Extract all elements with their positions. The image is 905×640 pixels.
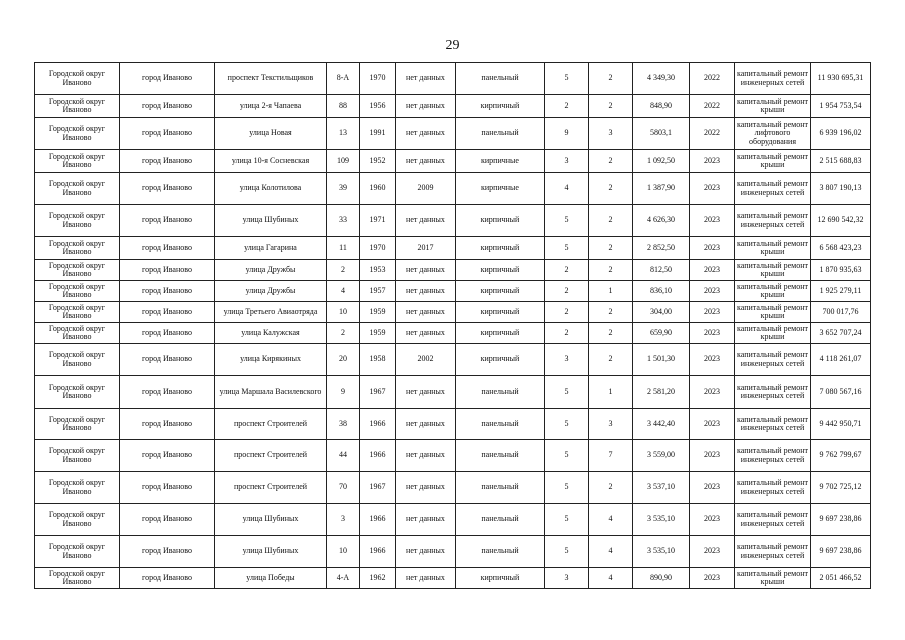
table-row — [35, 376, 871, 409]
table-row — [35, 323, 871, 344]
area-cell: 2 581,20 — [633, 376, 690, 409]
district-cell: Городской округ Иваново — [35, 536, 120, 568]
house-number-cell: 9 — [327, 376, 360, 409]
work-type-cell: капитальный ремонт инженерных сетей — [735, 536, 811, 568]
plan-year-cell: 2023 — [690, 376, 735, 409]
street-cell: улица Шубиных — [215, 536, 327, 568]
cost-cell: 3 652 707,24 — [811, 323, 871, 344]
wall-material-cell: панельный — [456, 504, 545, 536]
plan-year-cell: 2023 — [690, 409, 735, 440]
work-type-cell: капитальный ремонт крыши — [735, 260, 811, 281]
table-body — [35, 63, 871, 589]
city-cell: город Иваново — [120, 568, 215, 589]
cost-cell: 7 080 567,16 — [811, 376, 871, 409]
house-number-cell: 4-А — [327, 568, 360, 589]
overhaul-year-cell: нет данных — [396, 568, 456, 589]
wall-material-cell: панельный — [456, 472, 545, 504]
city-cell: город Иваново — [120, 536, 215, 568]
area-cell: 3 559,00 — [633, 440, 690, 472]
street-cell: улица 10-я Сосневская — [215, 150, 327, 173]
work-type-cell: капитальный ремонт крыши — [735, 95, 811, 118]
entrances-cell: 2 — [589, 150, 633, 173]
city-cell: город Иваново — [120, 205, 215, 237]
house-number-cell: 8-А — [327, 63, 360, 95]
build-year-cell: 1970 — [360, 63, 396, 95]
work-type-cell: капитальный ремонт крыши — [735, 302, 811, 323]
table-row — [35, 118, 871, 150]
table-row — [35, 344, 871, 376]
house-number-cell: 10 — [327, 536, 360, 568]
street-cell: проспект Строителей — [215, 409, 327, 440]
build-year-cell: 1958 — [360, 344, 396, 376]
district-cell: Городской округ Иваново — [35, 376, 120, 409]
district-cell: Городской округ Иваново — [35, 95, 120, 118]
overhaul-year-cell: нет данных — [396, 281, 456, 302]
build-year-cell: 1959 — [360, 302, 396, 323]
city-cell: город Иваново — [120, 504, 215, 536]
floors-cell: 5 — [545, 504, 589, 536]
table-row — [35, 260, 871, 281]
floors-cell: 5 — [545, 440, 589, 472]
build-year-cell: 1967 — [360, 376, 396, 409]
area-cell: 1 092,50 — [633, 150, 690, 173]
cost-cell: 3 807 190,13 — [811, 173, 871, 205]
city-cell: город Иваново — [120, 150, 215, 173]
table-row — [35, 568, 871, 589]
floors-cell: 5 — [545, 472, 589, 504]
page-number: 29 — [445, 38, 460, 53]
street-cell: улица Гагарина — [215, 237, 327, 260]
area-cell: 2 852,50 — [633, 237, 690, 260]
area-cell: 1 501,30 — [633, 344, 690, 376]
district-cell: Городской округ Иваново — [35, 302, 120, 323]
house-number-cell: 39 — [327, 173, 360, 205]
entrances-cell: 2 — [589, 63, 633, 95]
build-year-cell: 1966 — [360, 536, 396, 568]
wall-material-cell: панельный — [456, 118, 545, 150]
house-number-cell: 70 — [327, 472, 360, 504]
wall-material-cell: кирпичные — [456, 150, 545, 173]
floors-cell: 2 — [545, 95, 589, 118]
city-cell: город Иваново — [120, 323, 215, 344]
entrances-cell: 1 — [589, 376, 633, 409]
street-cell: улица Маршала Василевского — [215, 376, 327, 409]
city-cell: город Иваново — [120, 260, 215, 281]
wall-material-cell: кирпичный — [456, 568, 545, 589]
plan-year-cell: 2023 — [690, 323, 735, 344]
street-cell: улица Дружбы — [215, 260, 327, 281]
cost-cell: 6 568 423,23 — [811, 237, 871, 260]
table-row — [35, 409, 871, 440]
area-cell: 304,00 — [633, 302, 690, 323]
street-cell: улица Калужская — [215, 323, 327, 344]
table-row — [35, 302, 871, 323]
city-cell: город Иваново — [120, 118, 215, 150]
district-cell: Городской округ Иваново — [35, 173, 120, 205]
street-cell: проспект Текстильщиков — [215, 63, 327, 95]
house-number-cell: 13 — [327, 118, 360, 150]
entrances-cell: 1 — [589, 281, 633, 302]
wall-material-cell: кирпичный — [456, 205, 545, 237]
floors-cell: 3 — [545, 568, 589, 589]
city-cell: город Иваново — [120, 237, 215, 260]
city-cell: город Иваново — [120, 95, 215, 118]
area-cell: 3 537,10 — [633, 472, 690, 504]
district-cell: Городской округ Иваново — [35, 260, 120, 281]
overhaul-year-cell: нет данных — [396, 118, 456, 150]
district-cell: Городской округ Иваново — [35, 440, 120, 472]
area-cell: 4 626,30 — [633, 205, 690, 237]
work-type-cell: капитальный ремонт инженерных сетей — [735, 504, 811, 536]
wall-material-cell: панельный — [456, 536, 545, 568]
work-type-cell: капитальный ремонт крыши — [735, 237, 811, 260]
plan-year-cell: 2023 — [690, 568, 735, 589]
build-year-cell: 1967 — [360, 472, 396, 504]
table-row — [35, 63, 871, 95]
house-number-cell: 38 — [327, 409, 360, 440]
wall-material-cell: кирпичные — [456, 173, 545, 205]
floors-cell: 5 — [545, 536, 589, 568]
build-year-cell: 1966 — [360, 440, 396, 472]
wall-material-cell: кирпичный — [456, 344, 545, 376]
area-cell: 848,90 — [633, 95, 690, 118]
work-type-cell: капитальный ремонт крыши — [735, 568, 811, 589]
work-type-cell: капитальный ремонт инженерных сетей — [735, 472, 811, 504]
district-cell: Городской округ Иваново — [35, 150, 120, 173]
cost-cell: 9 762 799,67 — [811, 440, 871, 472]
cost-cell: 4 118 261,07 — [811, 344, 871, 376]
table-row — [35, 472, 871, 504]
work-type-cell: капитальный ремонт инженерных сетей — [735, 440, 811, 472]
table-row — [35, 440, 871, 472]
plan-year-cell: 2023 — [690, 173, 735, 205]
overhaul-year-cell: нет данных — [396, 260, 456, 281]
overhaul-year-cell: нет данных — [396, 205, 456, 237]
wall-material-cell: кирпичный — [456, 281, 545, 302]
work-type-cell: капитальный ремонт инженерных сетей — [735, 376, 811, 409]
cost-cell: 9 442 950,71 — [811, 409, 871, 440]
entrances-cell: 4 — [589, 504, 633, 536]
plan-year-cell: 2023 — [690, 344, 735, 376]
overhaul-year-cell: нет данных — [396, 376, 456, 409]
work-type-cell: капитальный ремонт инженерных сетей — [735, 63, 811, 95]
plan-year-cell: 2023 — [690, 472, 735, 504]
build-year-cell: 1960 — [360, 173, 396, 205]
overhaul-year-cell: нет данных — [396, 302, 456, 323]
cost-cell: 700 017,76 — [811, 302, 871, 323]
plan-year-cell: 2023 — [690, 150, 735, 173]
district-cell: Городской округ Иваново — [35, 63, 120, 95]
street-cell: улица Победы — [215, 568, 327, 589]
table-row — [35, 95, 871, 118]
area-cell: 4 349,30 — [633, 63, 690, 95]
build-year-cell: 1970 — [360, 237, 396, 260]
plan-year-cell: 2022 — [690, 95, 735, 118]
entrances-cell: 2 — [589, 237, 633, 260]
house-number-cell: 2 — [327, 260, 360, 281]
work-type-cell: капитальный ремонт инженерных сетей — [735, 205, 811, 237]
street-cell: улица Шубиных — [215, 504, 327, 536]
cost-cell: 9 697 238,86 — [811, 504, 871, 536]
build-year-cell: 1953 — [360, 260, 396, 281]
house-number-cell: 3 — [327, 504, 360, 536]
build-year-cell: 1956 — [360, 95, 396, 118]
district-cell: Городской округ Иваново — [35, 504, 120, 536]
build-year-cell: 1957 — [360, 281, 396, 302]
street-cell: улица Третьего Авиаотряда — [215, 302, 327, 323]
overhaul-year-cell: нет данных — [396, 472, 456, 504]
cost-cell: 1 954 753,54 — [811, 95, 871, 118]
street-cell: улица Кирякиных — [215, 344, 327, 376]
district-cell: Городской округ Иваново — [35, 409, 120, 440]
wall-material-cell: панельный — [456, 376, 545, 409]
plan-year-cell: 2023 — [690, 205, 735, 237]
district-cell: Городской округ Иваново — [35, 237, 120, 260]
floors-cell: 9 — [545, 118, 589, 150]
area-cell: 5803,1 — [633, 118, 690, 150]
area-cell: 836,10 — [633, 281, 690, 302]
district-cell: Городской округ Иваново — [35, 118, 120, 150]
area-cell: 3 442,40 — [633, 409, 690, 440]
street-cell: улица Колотилова — [215, 173, 327, 205]
floors-cell: 5 — [545, 237, 589, 260]
overhaul-year-cell: нет данных — [396, 504, 456, 536]
table-row — [35, 237, 871, 260]
floors-cell: 2 — [545, 281, 589, 302]
house-number-cell: 20 — [327, 344, 360, 376]
work-type-cell: капитальный ремонт крыши — [735, 323, 811, 344]
area-cell: 812,50 — [633, 260, 690, 281]
house-number-cell: 2 — [327, 323, 360, 344]
house-number-cell: 11 — [327, 237, 360, 260]
area-cell: 659,90 — [633, 323, 690, 344]
street-cell: проспект Строителей — [215, 472, 327, 504]
table-row — [35, 536, 871, 568]
housing-register-table — [34, 62, 871, 589]
city-cell: город Иваново — [120, 472, 215, 504]
house-number-cell: 109 — [327, 150, 360, 173]
cost-cell: 9 702 725,12 — [811, 472, 871, 504]
plan-year-cell: 2023 — [690, 237, 735, 260]
district-cell: Городской округ Иваново — [35, 568, 120, 589]
cost-cell: 2 515 688,83 — [811, 150, 871, 173]
house-number-cell: 10 — [327, 302, 360, 323]
table-row — [35, 504, 871, 536]
wall-material-cell: кирпичный — [456, 302, 545, 323]
build-year-cell: 1952 — [360, 150, 396, 173]
floors-cell: 2 — [545, 302, 589, 323]
house-number-cell: 33 — [327, 205, 360, 237]
district-cell: Городской округ Иваново — [35, 205, 120, 237]
plan-year-cell: 2023 — [690, 302, 735, 323]
wall-material-cell: кирпичный — [456, 260, 545, 281]
table-row — [35, 150, 871, 173]
city-cell: город Иваново — [120, 409, 215, 440]
work-type-cell: капитальный ремонт крыши — [735, 281, 811, 302]
wall-material-cell: кирпичный — [456, 323, 545, 344]
floors-cell: 3 — [545, 344, 589, 376]
overhaul-year-cell: нет данных — [396, 440, 456, 472]
floors-cell: 5 — [545, 409, 589, 440]
area-cell: 890,90 — [633, 568, 690, 589]
table-row — [35, 281, 871, 302]
build-year-cell: 1971 — [360, 205, 396, 237]
work-type-cell: капитальный ремонт инженерных сетей — [735, 409, 811, 440]
wall-material-cell: панельный — [456, 63, 545, 95]
build-year-cell: 1962 — [360, 568, 396, 589]
cost-cell: 12 690 542,32 — [811, 205, 871, 237]
overhaul-year-cell: 2009 — [396, 173, 456, 205]
house-number-cell: 44 — [327, 440, 360, 472]
wall-material-cell: кирпичный — [456, 95, 545, 118]
area-cell: 3 535,10 — [633, 536, 690, 568]
work-type-cell: капитальный ремонт инженерных сетей — [735, 344, 811, 376]
city-cell: город Иваново — [120, 281, 215, 302]
plan-year-cell: 2022 — [690, 118, 735, 150]
street-cell: улица Шубиных — [215, 205, 327, 237]
entrances-cell: 7 — [589, 440, 633, 472]
floors-cell: 5 — [545, 63, 589, 95]
floors-cell: 2 — [545, 323, 589, 344]
entrances-cell: 4 — [589, 536, 633, 568]
overhaul-year-cell: нет данных — [396, 536, 456, 568]
work-type-cell: капитальный ремонт крыши — [735, 150, 811, 173]
house-number-cell: 4 — [327, 281, 360, 302]
cost-cell: 6 939 196,02 — [811, 118, 871, 150]
district-cell: Городской округ Иваново — [35, 281, 120, 302]
table-row — [35, 173, 871, 205]
build-year-cell: 1991 — [360, 118, 396, 150]
street-cell: улица 2-я Чапаева — [215, 95, 327, 118]
area-cell: 3 535,10 — [633, 504, 690, 536]
entrances-cell: 3 — [589, 118, 633, 150]
entrances-cell: 2 — [589, 344, 633, 376]
entrances-cell: 2 — [589, 260, 633, 281]
plan-year-cell: 2023 — [690, 440, 735, 472]
build-year-cell: 1966 — [360, 504, 396, 536]
plan-year-cell: 2023 — [690, 536, 735, 568]
wall-material-cell: панельный — [456, 440, 545, 472]
build-year-cell: 1966 — [360, 409, 396, 440]
overhaul-year-cell: нет данных — [396, 323, 456, 344]
wall-material-cell: кирпичный — [456, 237, 545, 260]
cost-cell: 11 930 695,31 — [811, 63, 871, 95]
street-cell: проспект Строителей — [215, 440, 327, 472]
work-type-cell: капитальный ремонт инженерных сетей — [735, 173, 811, 205]
overhaul-year-cell: нет данных — [396, 150, 456, 173]
wall-material-cell: панельный — [456, 409, 545, 440]
entrances-cell: 3 — [589, 409, 633, 440]
district-cell: Городской округ Иваново — [35, 323, 120, 344]
street-cell: улица Дружбы — [215, 281, 327, 302]
house-number-cell: 88 — [327, 95, 360, 118]
plan-year-cell: 2023 — [690, 260, 735, 281]
overhaul-year-cell: 2017 — [396, 237, 456, 260]
plan-year-cell: 2023 — [690, 281, 735, 302]
entrances-cell: 2 — [589, 472, 633, 504]
area-cell: 1 387,90 — [633, 173, 690, 205]
city-cell: город Иваново — [120, 173, 215, 205]
city-cell: город Иваново — [120, 302, 215, 323]
work-type-cell: капитальный ремонт лифтового оборудования — [735, 118, 811, 150]
cost-cell: 1 870 935,63 — [811, 260, 871, 281]
entrances-cell: 2 — [589, 302, 633, 323]
floors-cell: 5 — [545, 376, 589, 409]
city-cell: город Иваново — [120, 376, 215, 409]
table-row — [35, 205, 871, 237]
city-cell: город Иваново — [120, 344, 215, 376]
overhaul-year-cell: нет данных — [396, 63, 456, 95]
plan-year-cell: 2022 — [690, 63, 735, 95]
entrances-cell: 2 — [589, 173, 633, 205]
entrances-cell: 2 — [589, 95, 633, 118]
cost-cell: 9 697 238,86 — [811, 536, 871, 568]
city-cell: город Иваново — [120, 63, 215, 95]
overhaul-year-cell: нет данных — [396, 409, 456, 440]
plan-year-cell: 2023 — [690, 504, 735, 536]
floors-cell: 5 — [545, 205, 589, 237]
entrances-cell: 2 — [589, 205, 633, 237]
floors-cell: 4 — [545, 173, 589, 205]
district-cell: Городской округ Иваново — [35, 344, 120, 376]
floors-cell: 3 — [545, 150, 589, 173]
entrances-cell: 2 — [589, 323, 633, 344]
overhaul-year-cell: 2002 — [396, 344, 456, 376]
entrances-cell: 4 — [589, 568, 633, 589]
city-cell: город Иваново — [120, 440, 215, 472]
street-cell: улица Новая — [215, 118, 327, 150]
build-year-cell: 1959 — [360, 323, 396, 344]
district-cell: Городской округ Иваново — [35, 472, 120, 504]
cost-cell: 1 925 279,11 — [811, 281, 871, 302]
overhaul-year-cell: нет данных — [396, 95, 456, 118]
cost-cell: 2 051 466,52 — [811, 568, 871, 589]
floors-cell: 2 — [545, 260, 589, 281]
